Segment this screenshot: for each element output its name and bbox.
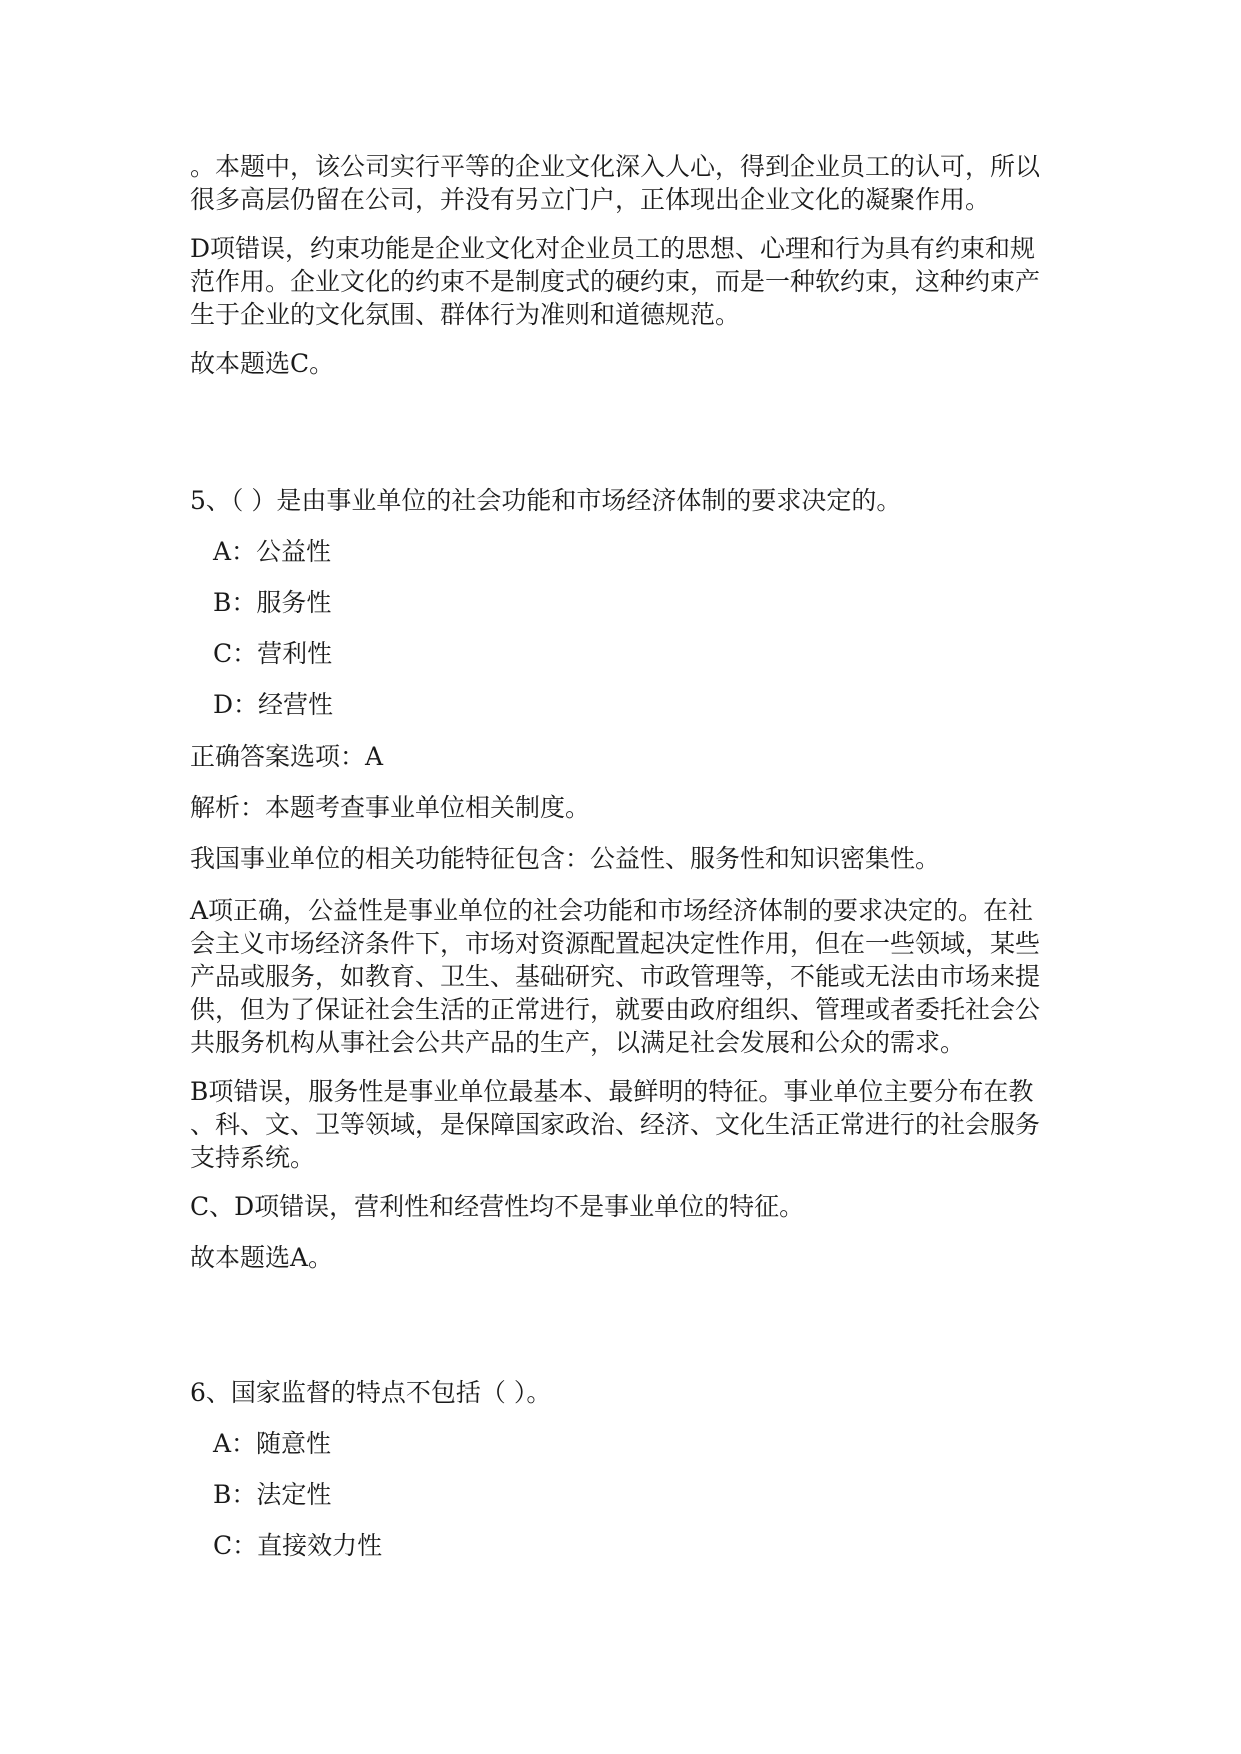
text-line: 支持系统。 — [190, 1143, 316, 1172]
text-line: 生于企业的文化氛围、群体行为准则和道德规范。 — [190, 300, 741, 329]
q5-option-d: D：经营性 — [213, 690, 334, 719]
question-5-title: 5、（ ）是由事业单位的社会功能和市场经济体制的要求决定的。 — [190, 486, 902, 515]
conclusion-text: 故本题选C。 — [190, 349, 335, 378]
text-line: 很多高层仍留在公司，并没有另立门户，正体现出企业文化的凝聚作用。 — [190, 185, 991, 214]
q5-option-b: B：服务性 — [213, 588, 332, 617]
text-line: 共服务机构从事社会公共产品的生产，以满足社会发展和公众的需求。 — [190, 1028, 966, 1057]
prev-answer-p1 — [190, 150, 1050, 216]
q6-option-c: C：直接效力性 — [213, 1531, 383, 1560]
prev-answer-p2 — [190, 232, 1050, 331]
q5-option-c: C：营利性 — [213, 639, 333, 668]
q5-conclusion: 故本题选A。 — [190, 1243, 334, 1272]
q5-analysis-p2 — [190, 894, 1050, 1059]
text-line: B项错误，服务性是事业单位最基本、最鲜明的特征。事业单位主要分布在教 — [190, 1077, 1034, 1106]
text-line: 产品或服务，如教育、卫生、基础研究、市政管理等，不能或无法由市场来提 — [190, 962, 1041, 991]
q5-analysis-p4: C、D项错误，营利性和经营性均不是事业单位的特征。 — [190, 1192, 805, 1221]
q5-analysis: 解析：本题考查事业单位相关制度。 — [190, 793, 591, 822]
prev-conclusion — [190, 347, 1050, 380]
q5-answer: 正确答案选项：A — [190, 742, 384, 771]
q5-option-a: A：公益性 — [213, 537, 332, 566]
question-6-title: 6、国家监督的特点不包括（ ）。 — [190, 1378, 552, 1407]
q6-option-a: A：随意性 — [213, 1429, 332, 1458]
text-line: 范作用。企业文化的约束不是制度式的硬约束，而是一种软约束，这种约束产 — [190, 267, 1041, 296]
text-line: 会主义市场经济条件下，市场对资源配置起决定性作用，但在一些领域，某些 — [190, 929, 1041, 958]
text-line: A项正确，公益性是事业单位的社会功能和市场经济体制的要求决定的。在社 — [190, 896, 1034, 925]
text-line: 。本题中，该公司实行平等的企业文化深入人心，得到企业员工的认可，所以 — [190, 152, 1041, 181]
q6-option-b: B：法定性 — [213, 1480, 332, 1509]
q5-analysis-p3 — [190, 1075, 1050, 1174]
text-line: D项错误，约束功能是企业文化对企业员工的思想、心理和行为具有约束和规 — [190, 234, 1036, 263]
text-line: 、科、文、卫等领域，是保障国家政治、经济、文化生活正常进行的社会服务 — [190, 1110, 1041, 1139]
text-line: 供，但为了保证社会生活的正常进行，就要由政府组织、管理或者委托社会公 — [190, 995, 1041, 1024]
q5-analysis-p1: 我国事业单位的相关功能特征包含：公益性、服务性和知识密集性。 — [190, 844, 941, 873]
